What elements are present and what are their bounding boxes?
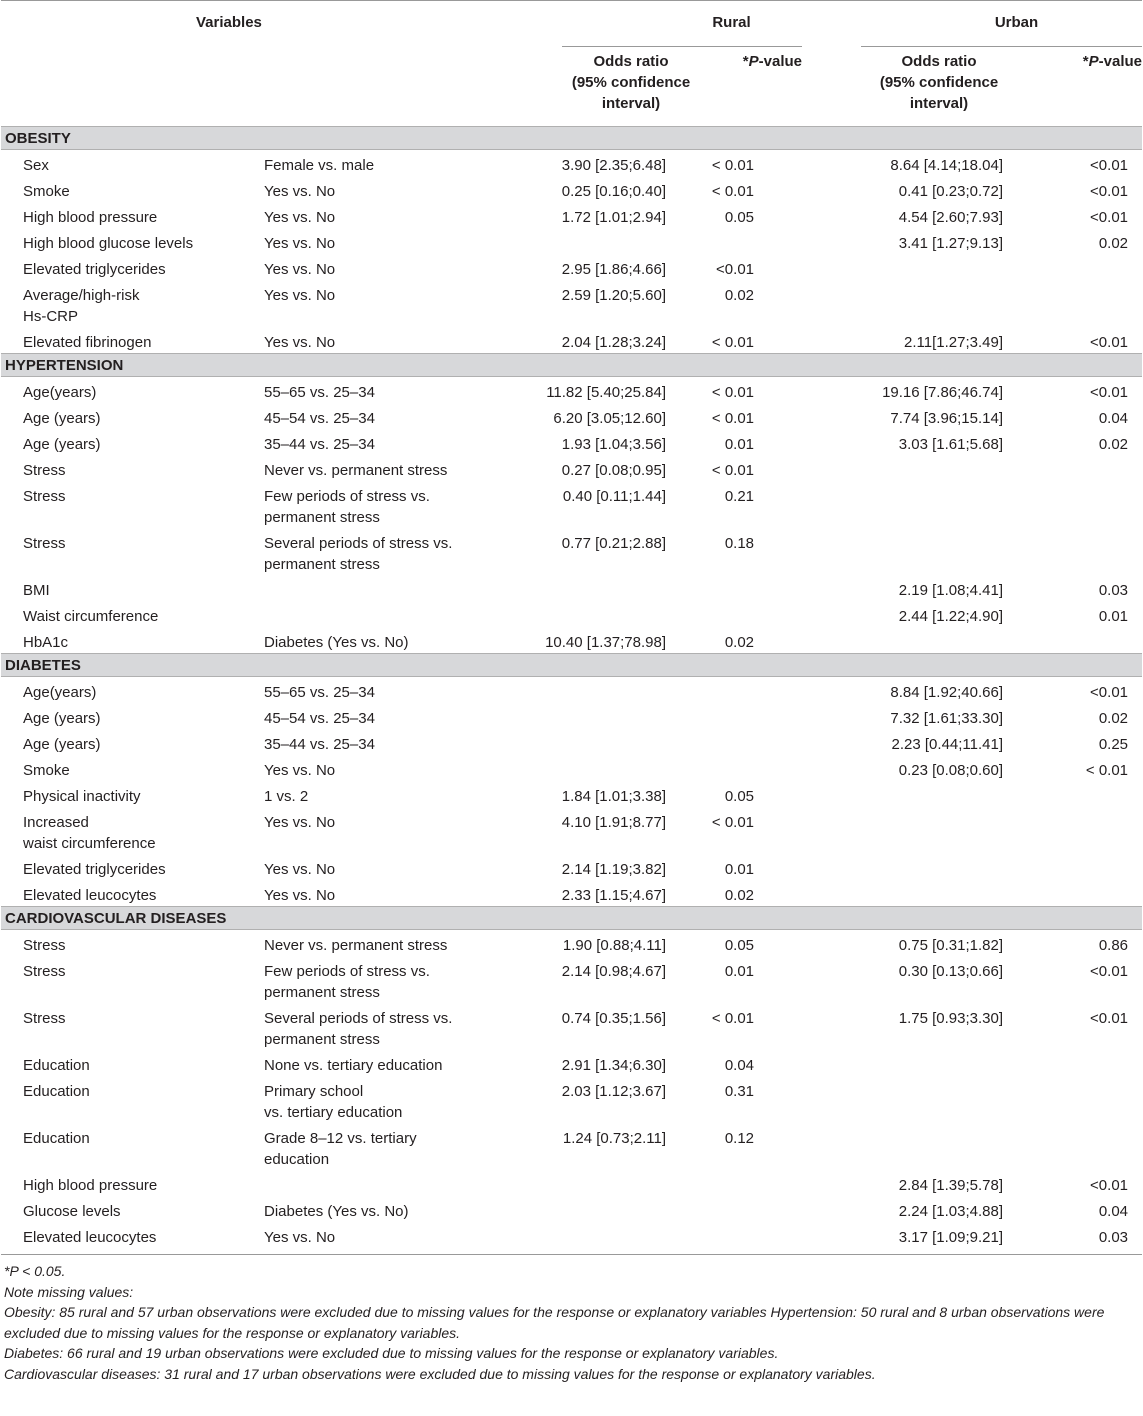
table-row <box>1 429 1142 455</box>
cell-rural-p-value <box>680 601 809 627</box>
table-row <box>1 202 1142 228</box>
cell-category: Never vs. permanent stress <box>264 462 448 479</box>
cell-rural-odds-ratio <box>534 601 680 627</box>
cell-rural-odds-ratio <box>534 575 680 601</box>
missing-values-note: Obesity: 85 rural and 57 urban observations were excluded due to missing values for the response or explanatory variables Hypertension: 50 rural and 8 urban observations were excluded due to missing values for the response or explanatory variables. <box>4 1304 1105 1341</box>
table-row <box>1 880 1142 907</box>
table-row <box>1 377 1142 404</box>
cell-rural-p-value: < 0.01 <box>711 410 755 427</box>
urban-or-label: Odds ratio <box>901 53 977 70</box>
cell-rural-p-value <box>680 575 809 601</box>
cell-variable: BMI <box>23 582 50 599</box>
cell-rural-p-value: 0.01 <box>724 963 755 980</box>
cell-rural-odds-ratio: 2.91 [1.34;6.30] <box>561 1057 667 1074</box>
cell-variable: Smoke <box>23 762 70 779</box>
cell-urban-p-value: <0.01 <box>1090 334 1129 351</box>
cell-rural-p-value: < 0.01 <box>711 462 755 479</box>
cell-rural-odds-ratio: 2.33 [1.15;4.67] <box>561 887 667 904</box>
cell-urban-p-value: 0.02 <box>1098 710 1129 727</box>
rural-or-label: Odds ratio <box>593 53 669 70</box>
cell-variable: Smoke <box>23 183 70 200</box>
cell-urban-p-value: <0.01 <box>1090 157 1129 174</box>
cell-category: Never vs. permanent stress <box>264 937 448 954</box>
cell-category: Yes vs. No <box>264 887 336 904</box>
cell-rural-odds-ratio: 1.72 [1.01;2.94] <box>561 209 667 226</box>
cell-urban-p-value: 0.02 <box>1098 436 1129 453</box>
table-row <box>1 1196 1142 1222</box>
table-row <box>1 481 1142 528</box>
cell-category: Yes vs. No <box>264 1229 336 1246</box>
cell-category: Yes vs. No <box>264 209 336 226</box>
cell-urban-p-value <box>1017 455 1142 481</box>
end-rule <box>1 1248 1142 1255</box>
cell-variable: Glucose levels <box>23 1203 121 1220</box>
cell-urban-odds-ratio: 2.84 [1.39;5.78] <box>898 1177 1004 1194</box>
cell-urban-odds-ratio: 3.41 [1.27;9.13] <box>898 235 1004 252</box>
cell-urban-p-value <box>1017 627 1142 654</box>
cell-urban-odds-ratio: 7.32 [1.61;33.30] <box>890 710 1004 727</box>
table-row <box>1 1123 1142 1170</box>
cell-variable: Elevated triglycerides <box>23 861 166 878</box>
table-row <box>1 956 1142 1003</box>
cell-variable: Physical inactivity <box>23 788 141 805</box>
cell-urban-p-value: <0.01 <box>1090 684 1129 701</box>
cell-urban-odds-ratio <box>809 1050 1017 1076</box>
table-notes <box>0 1255 1143 1384</box>
cell-urban-odds-ratio: 0.23 [0.08;0.60] <box>898 762 1004 779</box>
cell-variable: Elevated leucocytes <box>23 887 157 904</box>
cell-rural-p-value: < 0.01 <box>711 334 755 351</box>
cell-variable: High blood pressure <box>23 1177 158 1194</box>
cell-rural-odds-ratio: 10.40 [1.37;78.98] <box>545 634 667 651</box>
cell-category: Yes vs. No <box>264 287 336 304</box>
cell-variable: Age(years) <box>23 684 97 701</box>
table-row <box>1 150 1142 177</box>
cell-rural-odds-ratio <box>534 228 680 254</box>
table-row <box>1 280 1142 327</box>
cell-rural-odds-ratio <box>534 755 680 781</box>
cell-rural-p-value: 0.05 <box>724 209 755 226</box>
cell-rural-p-value: 0.01 <box>724 861 755 878</box>
cell-urban-odds-ratio: 4.54 [2.60;7.93] <box>898 209 1004 226</box>
cell-rural-odds-ratio: 2.59 [1.20;5.60] <box>561 287 667 304</box>
cell-urban-odds-ratio <box>809 254 1017 280</box>
cell-urban-p-value <box>1017 1076 1142 1123</box>
cell-urban-odds-ratio <box>809 481 1017 528</box>
cell-urban-p-value: < 0.01 <box>1085 762 1129 779</box>
cell-category: Several periods of stress vs. permanent stress <box>264 535 453 573</box>
cell-urban-p-value: <0.01 <box>1090 384 1129 401</box>
cell-urban-p-value: 0.01 <box>1098 608 1129 625</box>
cell-rural-odds-ratio: 0.77 [0.21;2.88] <box>561 535 667 552</box>
table-row <box>1 601 1142 627</box>
cell-rural-p-value <box>680 755 809 781</box>
cell-category: Diabetes (Yes vs. No) <box>264 634 409 651</box>
cell-variable: Elevated triglycerides <box>23 261 166 278</box>
cell-variable: Elevated fibrinogen <box>23 334 152 351</box>
cell-variable: High blood glucose levels <box>23 235 194 252</box>
cell-category: 35–44 vs. 25–34 <box>264 736 375 753</box>
cell-rural-p-value <box>680 677 809 704</box>
cell-rural-p-value: <0.01 <box>716 261 755 278</box>
cell-urban-odds-ratio <box>809 280 1017 327</box>
cell-urban-p-value: 0.25 <box>1098 736 1129 753</box>
missing-values-note: Cardiovascular diseases: 31 rural and 17 urban observations were excluded due to missing values for the response or explanatory variables. <box>4 1365 876 1382</box>
table-row <box>1 1076 1142 1123</box>
cell-urban-odds-ratio <box>809 781 1017 807</box>
cell-rural-p-value <box>680 729 809 755</box>
header-rural-p: *P-value <box>680 46 809 127</box>
cell-rural-odds-ratio: 1.24 [0.73;2.11] <box>562 1130 667 1147</box>
cell-urban-odds-ratio <box>809 627 1017 654</box>
cell-rural-p-value: < 0.01 <box>711 157 755 174</box>
cell-urban-odds-ratio: 3.03 [1.61;5.68] <box>898 436 1004 453</box>
header-sub-blank <box>1 46 534 127</box>
cell-rural-odds-ratio: 2.14 [0.98;4.67] <box>561 963 667 980</box>
header-group-row <box>1 1 1142 47</box>
header-sub-row <box>1 46 1142 127</box>
cell-variable: Stress <box>23 963 66 980</box>
table-row <box>1 1170 1142 1196</box>
cell-variable: Education <box>23 1130 90 1147</box>
cell-urban-p-value: <0.01 <box>1090 209 1129 226</box>
cell-rural-p-value: 0.05 <box>724 788 755 805</box>
cell-urban-odds-ratio <box>809 880 1017 907</box>
section-title: OBESITY <box>1 127 1142 150</box>
table-row <box>1 755 1142 781</box>
cell-category: Female vs. male <box>264 157 375 174</box>
significance-note: *P < 0.05. <box>4 1263 66 1279</box>
cell-rural-odds-ratio: 3.90 [2.35;6.48] <box>561 157 667 174</box>
cell-urban-p-value <box>1017 254 1142 280</box>
cell-urban-odds-ratio <box>809 854 1017 880</box>
cell-urban-p-value <box>1017 1123 1142 1170</box>
cell-rural-p-value <box>680 228 809 254</box>
cell-rural-odds-ratio: 4.10 [1.91;8.77] <box>561 814 667 831</box>
cell-rural-odds-ratio: 1.90 [0.88;4.11] <box>562 937 667 954</box>
section-title: HYPERTENSION <box>1 354 1142 377</box>
odds-ratio-table <box>1 0 1142 1255</box>
cell-variable: Stress <box>23 488 66 505</box>
cell-rural-odds-ratio <box>534 1170 680 1196</box>
cell-rural-p-value: 0.04 <box>724 1057 755 1074</box>
cell-urban-odds-ratio: 2.24 [1.03;4.88] <box>898 1203 1004 1220</box>
cell-urban-p-value: 0.03 <box>1098 582 1129 599</box>
cell-variable: HbA1c <box>23 634 69 651</box>
cell-category: Yes vs. No <box>264 762 336 779</box>
table-row <box>1 1003 1142 1050</box>
section-header-row <box>1 907 1142 930</box>
cell-rural-p-value: < 0.01 <box>711 814 755 831</box>
cell-urban-odds-ratio: 2.11[1.27;3.49] <box>904 334 1004 351</box>
cell-category: Yes vs. No <box>264 334 336 351</box>
table-row <box>1 1222 1142 1248</box>
cell-variable: Education <box>23 1083 90 1100</box>
missing-values-note: Diabetes: 66 rural and 19 urban observations were excluded due to missing values for the response or explanatory variables. <box>4 1345 779 1361</box>
cell-urban-odds-ratio: 19.16 [7.86;46.74] <box>882 384 1004 401</box>
cell-variable: Age (years) <box>23 410 101 427</box>
header-rural: Rural <box>712 14 751 31</box>
cell-urban-p-value: 0.03 <box>1098 1229 1129 1246</box>
cell-variable: Age(years) <box>23 384 97 401</box>
cell-urban-p-value <box>1017 781 1142 807</box>
cell-urban-odds-ratio: 7.74 [3.96;15.14] <box>890 410 1004 427</box>
header-urban-or <box>809 46 1017 127</box>
cell-variable: Sex <box>23 157 49 174</box>
table-row <box>1 254 1142 280</box>
cell-rural-odds-ratio <box>534 1196 680 1222</box>
cell-variable: Stress <box>23 462 66 479</box>
cell-category: Yes vs. No <box>264 814 336 831</box>
cell-urban-p-value: <0.01 <box>1090 183 1129 200</box>
section-header-row <box>1 654 1142 677</box>
cell-urban-p-value: 0.02 <box>1098 235 1129 252</box>
cell-rural-odds-ratio: 1.93 [1.04;3.56] <box>561 436 667 453</box>
cell-urban-p-value: <0.01 <box>1090 963 1129 980</box>
cell-rural-odds-ratio <box>534 729 680 755</box>
table-row <box>1 528 1142 575</box>
cell-variable: Stress <box>23 1010 66 1027</box>
cell-urban-odds-ratio <box>809 528 1017 575</box>
table-row <box>1 228 1142 254</box>
cell-variable: Age (years) <box>23 736 101 753</box>
cell-urban-p-value <box>1017 528 1142 575</box>
rural-ci-label-2: interval) <box>601 95 661 112</box>
cell-urban-odds-ratio <box>809 807 1017 854</box>
table-row <box>1 327 1142 354</box>
cell-category: 35–44 vs. 25–34 <box>264 436 375 453</box>
cell-rural-odds-ratio <box>534 703 680 729</box>
cell-urban-p-value: 0.86 <box>1098 937 1129 954</box>
missing-values-note: Note missing values: <box>4 1283 134 1300</box>
table-row <box>1 403 1142 429</box>
table-row <box>1 781 1142 807</box>
cell-urban-p-value: 0.04 <box>1098 1203 1129 1220</box>
rural-ci-label-1: (95% confidence <box>571 74 691 91</box>
cell-urban-p-value <box>1017 1050 1142 1076</box>
cell-rural-p-value: 0.31 <box>724 1083 755 1100</box>
cell-category: 45–54 vs. 25–34 <box>264 710 375 727</box>
cell-rural-p-value: 0.05 <box>724 937 755 954</box>
cell-category: 55–65 vs. 25–34 <box>264 684 375 701</box>
cell-rural-odds-ratio: 0.27 [0.08;0.95] <box>561 462 667 479</box>
table-row <box>1 930 1142 957</box>
cell-rural-p-value <box>680 1222 809 1248</box>
cell-category: Grade 8–12 vs. tertiary education <box>264 1130 417 1168</box>
header-urban: Urban <box>994 14 1039 31</box>
urban-ci-label-2: interval) <box>909 95 969 112</box>
cell-category: Yes vs. No <box>264 261 336 278</box>
cell-urban-p-value <box>1017 854 1142 880</box>
section-header-row <box>1 354 1142 377</box>
header-variables: Variables <box>196 14 262 31</box>
cell-category: Few periods of stress vs. permanent stress <box>264 963 430 1001</box>
cell-category: 45–54 vs. 25–34 <box>264 410 375 427</box>
cell-variable: Average/high-risk Hs-CRP <box>23 287 140 325</box>
table-row <box>1 627 1142 654</box>
cell-rural-p-value: 0.12 <box>724 1130 755 1147</box>
table-row <box>1 703 1142 729</box>
cell-urban-odds-ratio: 0.41 [0.23;0.72] <box>898 183 1004 200</box>
cell-urban-odds-ratio: 0.30 [0.13;0.66] <box>898 963 1004 980</box>
table-row <box>1 1050 1142 1076</box>
table-row <box>1 854 1142 880</box>
cell-variable: High blood pressure <box>23 209 158 226</box>
cell-urban-odds-ratio <box>809 1076 1017 1123</box>
cell-rural-odds-ratio: 1.84 [1.01;3.38] <box>561 788 667 805</box>
cell-variable: Age (years) <box>23 710 101 727</box>
cell-category <box>264 1170 534 1196</box>
cell-category: Yes vs. No <box>264 183 336 200</box>
urban-ci-label-1: (95% confidence <box>879 74 999 91</box>
cell-urban-odds-ratio: 2.44 [1.22;4.90] <box>898 608 1004 625</box>
table-row <box>1 455 1142 481</box>
cell-urban-odds-ratio: 8.84 [1.92;40.66] <box>890 684 1004 701</box>
cell-urban-odds-ratio: 0.75 [0.31;1.82] <box>898 937 1004 954</box>
cell-rural-p-value: 0.02 <box>724 887 755 904</box>
cell-rural-odds-ratio: 2.03 [1.12;3.67] <box>561 1083 667 1100</box>
cell-category: Several periods of stress vs. permanent stress <box>264 1010 453 1048</box>
cell-urban-p-value <box>1017 280 1142 327</box>
cell-rural-odds-ratio: 2.14 [1.19;3.82] <box>561 861 667 878</box>
cell-urban-odds-ratio <box>809 1123 1017 1170</box>
cell-urban-odds-ratio: 8.64 [4.14;18.04] <box>890 157 1004 174</box>
cell-category: 55–65 vs. 25–34 <box>264 384 375 401</box>
cell-category: Yes vs. No <box>264 235 336 252</box>
cell-urban-odds-ratio <box>809 455 1017 481</box>
cell-urban-p-value: <0.01 <box>1090 1010 1129 1027</box>
cell-rural-p-value: 0.18 <box>724 535 755 552</box>
cell-urban-p-value <box>1017 880 1142 907</box>
cell-rural-p-value: < 0.01 <box>711 1010 755 1027</box>
cell-category: Yes vs. No <box>264 861 336 878</box>
cell-variable: Education <box>23 1057 90 1074</box>
cell-rural-p-value <box>680 1170 809 1196</box>
cell-category <box>264 575 534 601</box>
table-body <box>1 127 1142 1249</box>
cell-category: None vs. tertiary education <box>264 1057 443 1074</box>
section-header-row <box>1 127 1142 150</box>
cell-urban-odds-ratio: 3.17 [1.09;9.21] <box>898 1229 1004 1246</box>
cell-rural-odds-ratio <box>534 677 680 704</box>
cell-category: Diabetes (Yes vs. No) <box>264 1203 409 1220</box>
cell-urban-p-value <box>1017 481 1142 528</box>
section-title: CARDIOVASCULAR DISEASES <box>1 907 1142 930</box>
cell-category: Primary school vs. tertiary education <box>264 1083 403 1121</box>
table-row <box>1 807 1142 854</box>
cell-urban-odds-ratio: 2.19 [1.08;4.41] <box>898 582 1004 599</box>
table-row <box>1 729 1142 755</box>
cell-rural-odds-ratio: 6.20 [3.05;12.60] <box>553 410 667 427</box>
cell-urban-p-value <box>1017 807 1142 854</box>
cell-variable: Increased waist circumference <box>23 814 156 852</box>
cell-rural-odds-ratio: 2.04 [1.28;3.24] <box>561 334 667 351</box>
table-row <box>1 677 1142 704</box>
table-row <box>1 176 1142 202</box>
cell-rural-p-value: 0.02 <box>724 287 755 304</box>
cell-rural-odds-ratio <box>534 1222 680 1248</box>
cell-variable: Stress <box>23 535 66 552</box>
cell-rural-p-value: < 0.01 <box>711 183 755 200</box>
table-header <box>1 1 1142 127</box>
cell-urban-p-value: 0.04 <box>1098 410 1129 427</box>
header-urban-p: *P-value <box>1017 46 1142 127</box>
cell-variable: Waist circumference <box>23 608 159 625</box>
cell-urban-odds-ratio: 2.23 [0.44;11.41] <box>891 736 1004 753</box>
section-title: DIABETES <box>1 654 1142 677</box>
cell-rural-p-value <box>680 1196 809 1222</box>
cell-urban-p-value: <0.01 <box>1090 1177 1129 1194</box>
cell-rural-odds-ratio: 0.25 [0.16;0.40] <box>561 183 667 200</box>
cell-rural-odds-ratio: 0.74 [0.35;1.56] <box>561 1010 667 1027</box>
cell-variable: Elevated leucocytes <box>23 1229 157 1246</box>
cell-rural-p-value: 0.21 <box>724 488 755 505</box>
cell-category: Few periods of stress vs. permanent stress <box>264 488 430 526</box>
cell-rural-p-value: 0.01 <box>724 436 755 453</box>
cell-rural-odds-ratio: 2.95 [1.86;4.66] <box>561 261 667 278</box>
cell-rural-p-value <box>680 703 809 729</box>
header-rural-or <box>534 46 691 127</box>
cell-urban-odds-ratio: 1.75 [0.93;3.30] <box>898 1010 1004 1027</box>
cell-variable: Stress <box>23 937 66 954</box>
cell-rural-p-value: 0.02 <box>724 634 755 651</box>
cell-rural-p-value: < 0.01 <box>711 384 755 401</box>
cell-rural-odds-ratio: 0.40 [0.11;1.44] <box>562 488 667 505</box>
cell-variable: Age (years) <box>23 436 101 453</box>
cell-rural-odds-ratio: 11.82 [5.40;25.84] <box>546 384 667 401</box>
table-row <box>1 575 1142 601</box>
cell-category: 1 vs. 2 <box>264 788 309 805</box>
cell-category <box>264 601 534 627</box>
